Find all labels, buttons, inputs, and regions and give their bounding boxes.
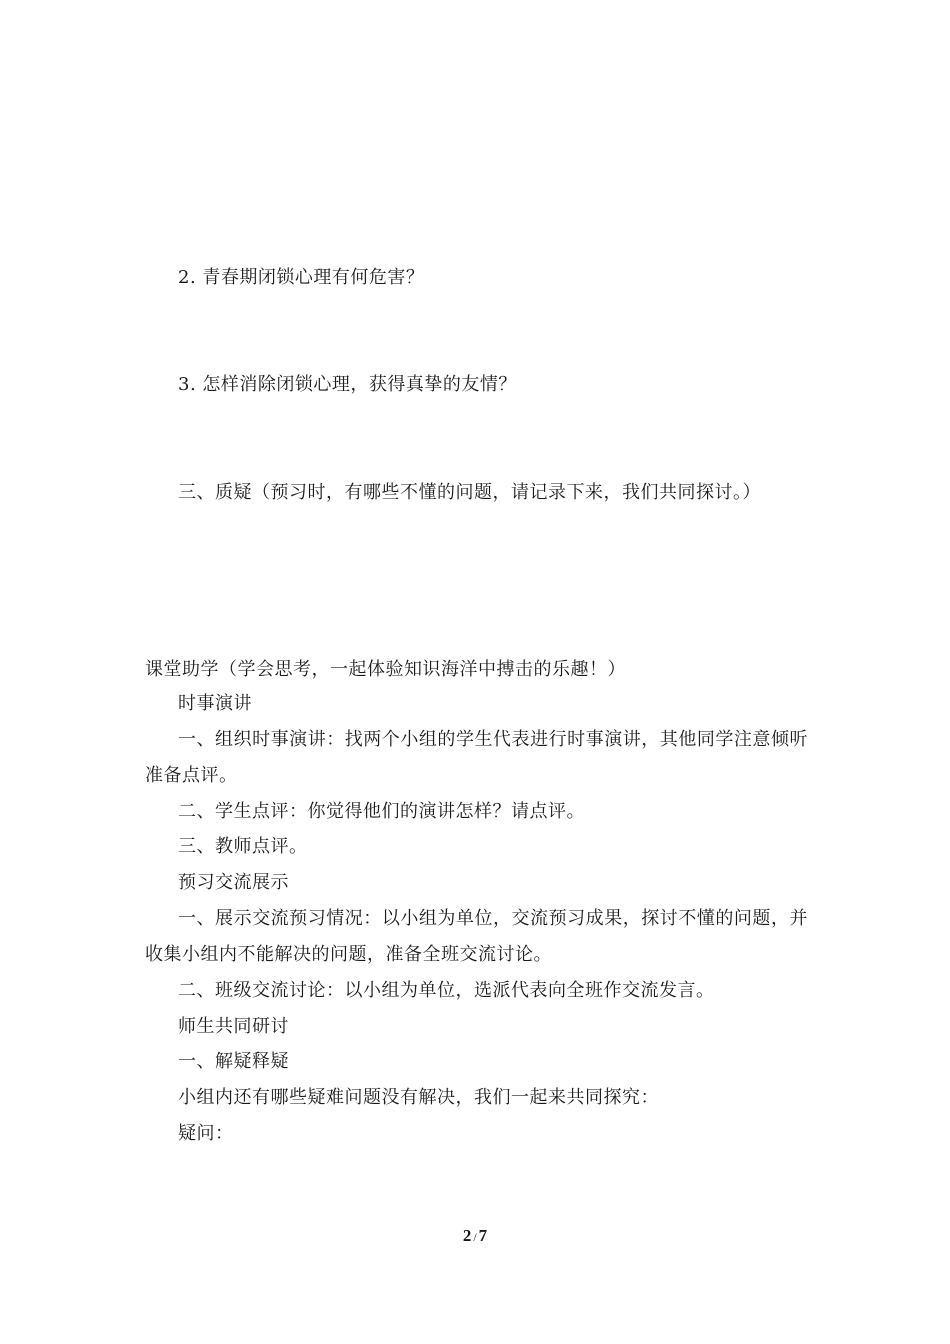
question-2: 2. 青春期闭锁心理有何危害？ <box>178 267 425 288</box>
preview-exchange-item1-line2: 收集小组内不能解决的问题，准备全班交流讨论。 <box>145 944 552 965</box>
page-number <box>0 1226 950 1246</box>
joint-study-item1: 一、解疑释疑 <box>178 1051 289 1072</box>
current-page-number: 2 <box>462 1226 472 1245</box>
news-speech-item1-line2: 准备点评。 <box>145 765 238 786</box>
question-3: 3. 怎样消除闭锁心理，获得真挚的友情？ <box>178 374 517 395</box>
joint-study-heading: 师生共同研讨 <box>178 1016 289 1037</box>
page-separator: / <box>473 1230 477 1244</box>
preview-exchange-heading: 预习交流展示 <box>178 872 289 893</box>
preview-exchange-item1-line1: 一、展示交流预习情况：以小组为单位，交流预习成果，探讨不懂的问题，并 <box>178 908 808 929</box>
news-speech-item3: 三、教师点评。 <box>178 836 308 857</box>
news-speech-item1-line1: 一、组织时事演讲：找两个小组的学生代表进行时事演讲，其他同学注意倾听 <box>178 729 808 750</box>
news-speech-item2: 二、学生点评：你觉得他们的演讲怎样？请点评。 <box>178 801 585 822</box>
news-speech-heading: 时事演讲 <box>178 693 252 714</box>
class-section-title: 课堂助学（学会思考，一起体验知识海洋中搏击的乐趣！） <box>145 659 626 680</box>
doubt-prompt: 三、质疑（预习时，有哪些不懂的问题，请记录下来，我们共同探讨。） <box>178 482 761 503</box>
preview-exchange-item2: 二、班级交流讨论：以小组为单位，选派代表向全班作交流发言。 <box>178 980 715 1001</box>
joint-study-prompt: 小组内还有哪些疑难问题没有解决，我们一起来共同探究： <box>178 1087 659 1108</box>
question-label: 疑问： <box>178 1123 234 1144</box>
total-pages-number: 7 <box>478 1226 488 1245</box>
